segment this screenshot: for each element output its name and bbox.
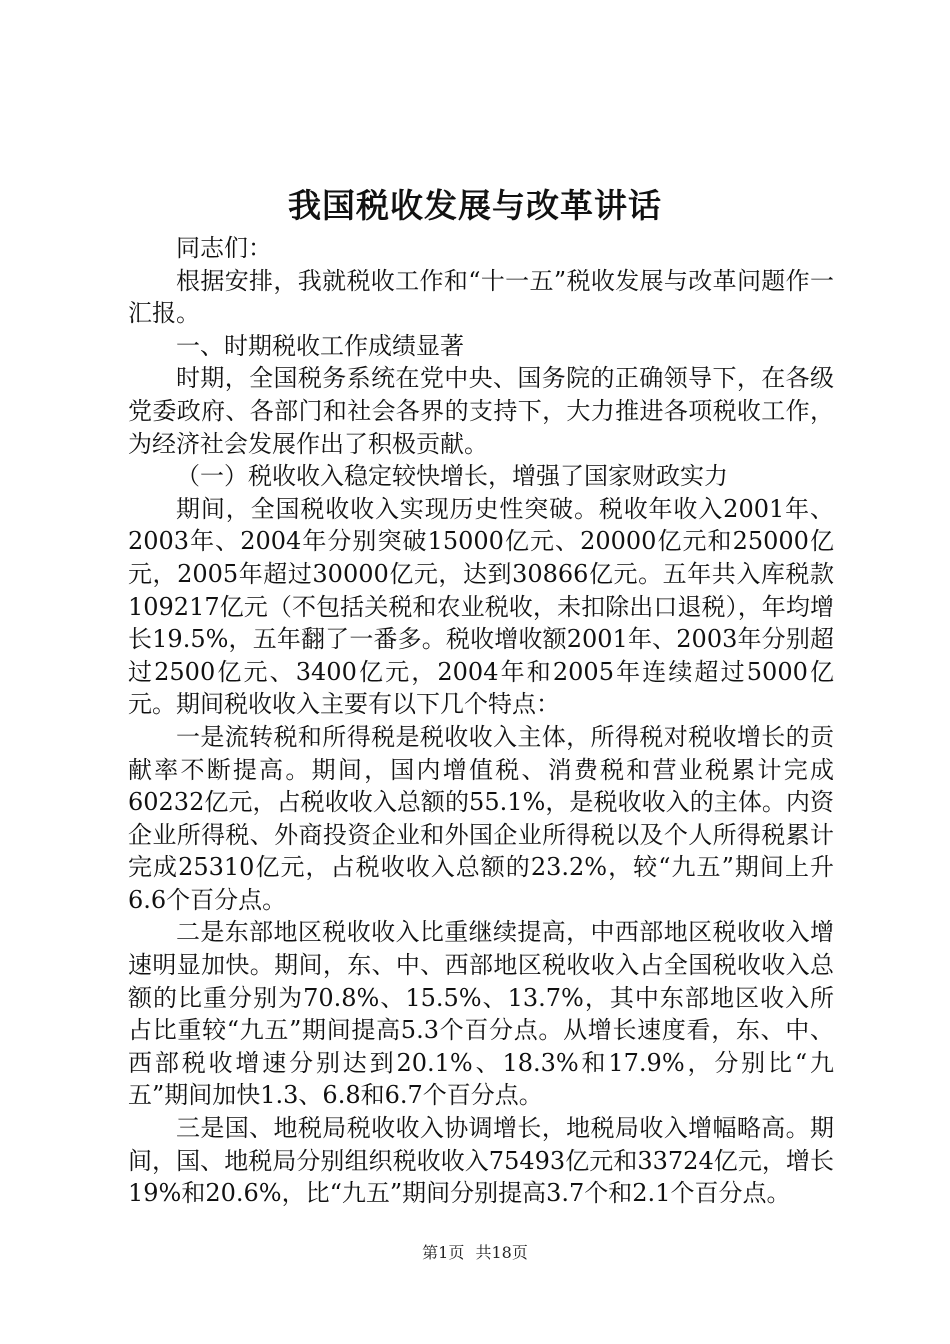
paragraph-point-1: 一是流转税和所得税是税收收入主体，所得税对税收增长的贡献率不断提高。期间，国内增值税、消费税和营业税累计完成60232亿元，占税收收入总额的55.1%，是税收收入的主体。内资企业所得税、外商投资企业和外国企业所得税以及个人所得税累计完成25310亿元，占税收收入总额的23.2%，较“九五”期间上升6.6个百分点。 bbox=[128, 722, 834, 914]
paragraph-intro: 根据安排，我就税收工作和“十一五”税收发展与改革问题作一汇报。 bbox=[128, 266, 834, 328]
document-title: 我国税收发展与改革讲话 bbox=[288, 186, 662, 225]
page-total: 共18页 bbox=[475, 1243, 528, 1262]
document-body bbox=[128, 232, 834, 1210]
paragraph-salutation: 同志们： bbox=[176, 234, 272, 262]
subsection-heading-1: （一）税收收入稳定较快增长，增强了国家财政实力 bbox=[176, 462, 728, 491]
paragraph-revenue: 期间，全国税收收入实现历史性突破。税收年收入2001年、2003年、2004年分别突破15000亿元、20000亿元和25000亿元，2005年超过30000亿元，达到30866亿元。五年共入库税款109217亿元（不包括关税和农业税收，未扣除出口退税），年均增长19.5%，五年翻了一番多。税收增收额2001年、2003年分别超过2500亿元、3400亿元，2004年和2005年连续超过5000亿元。期间税收收入主要有以下几个特点： bbox=[128, 494, 834, 719]
page-number: 第1页 bbox=[422, 1243, 465, 1262]
paragraph-overview: 时期，全国税务系统在党中央、国务院的正确领导下，在各级党委政府、各部门和社会各界的支持下，大力推进各项税收工作，为经济社会发展作出了积极贡献。 bbox=[128, 364, 834, 458]
page-footer bbox=[0, 1241, 950, 1265]
paragraph-point-3: 三是国、地税局税收收入协调增长，地税局收入增幅略高。期间，国、地税局分别组织税收收入75493亿元和33724亿元，增长19%和20.6%，比“九五”期间分别提高3.7个和2.1个百分点。 bbox=[128, 1114, 834, 1208]
section-heading-1: 一、时期税收工作成绩显著 bbox=[176, 331, 464, 360]
paragraph-point-2: 二是东部地区税收收入比重继续提高，中西部地区税收收入增速明显加快。期间，东、中、西部地区税收收入占全国税收收入总额的比重分别为70.8%、15.5%、13.7%，其中东部地区收入所占比重较“九五”期间提高5.3个百分点。从增长速度看，东、中、西部税收增速分别达到20.1%、18.3%和17.9%，分别比“九五”期间加快1.3、6.8和6.7个百分点。 bbox=[128, 918, 834, 1110]
